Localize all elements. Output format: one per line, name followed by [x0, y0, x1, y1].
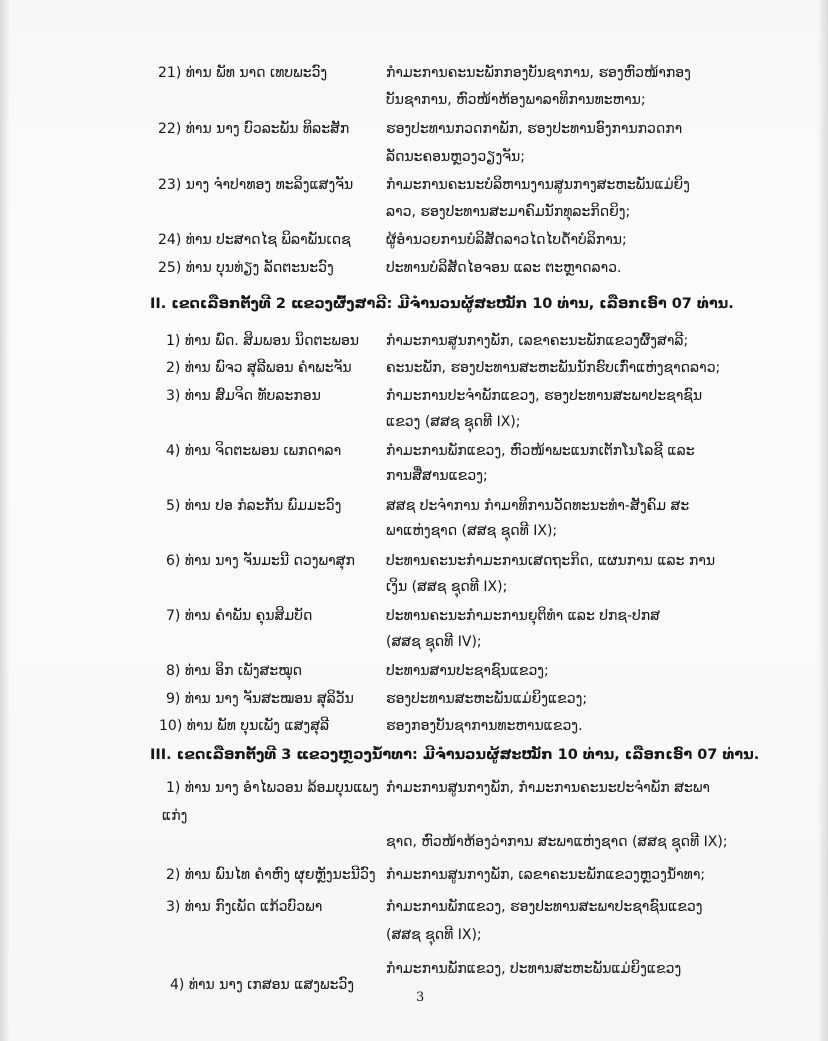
item-desc: ລັດນະຄອນຫຼວງວຽງຈັນ; [386, 149, 525, 165]
item-name: 10) ທ່ານ ພັທ ບຸນເພັງ ແສງສຸລີ [159, 718, 330, 734]
item-desc: ກຳມະການສູນກາງພັກ, ເລຂາຄະນະພັກແຂວງຜົ້ງສາລີ; [386, 333, 689, 349]
item-desc: (ສສຊ ຊຸດທີ IV); [386, 634, 482, 650]
item-desc: ຮອງປະທານກວດກາພັກ, ຮອງປະທານອົງການກວດກາ [386, 121, 683, 137]
item-name: 8) ທ່ານ ອິກ ເພັງສະໝຸດ [166, 663, 302, 679]
item-name: ແກ່ງ [162, 808, 188, 824]
item-desc: ປະທານສານປະຊາຊົນແຂວງ; [386, 663, 549, 679]
item-name: 23) ນາງ ຈໍາປາທອງ ທະລິງແສງຈັນ [158, 177, 354, 193]
item-desc: ຜູ້ອຳນວຍການບໍລິສັດລາວໄດໄບດ້ຳບໍລິການ; [386, 232, 627, 248]
item-desc: ບັນຊາການ, ຫົວໜ້າຫ້ອງພາລາທິການທະຫານ; [386, 92, 646, 108]
item-name: 3) ທ່ານ ກົງເພັດ ແກ້ວບົວພາ [166, 899, 323, 915]
item-desc: ປະທານບໍລິສັດໄອຈອນ ແລະ ຕະຫຼາດລາວ. [386, 260, 622, 276]
section-heading: III. ເຂດເລືອກຕັ້ງທີ 3 ແຂວງຫຼວງນໍ້າທາ: ມີຈໍານວນຜູ້ສະໝັກ 10 ທ່ານ, ເລືອກເອົາ 07 ທ່ານ. [150, 747, 760, 763]
section-heading: II. ເຂດເລືອກຕັ້ງທີ 2 ແຂວງຜົ້ງສາລີ: ມີຈໍານວນຜູ້ສະໝັກ 10 ທ່ານ, ເລືອກເອົາ 07 ທ່ານ. [150, 296, 734, 312]
item-desc: ກຳມະການສູນກາງພັກ, ກຳມະການຄະນະປະຈໍາພັກ ສະພາ [386, 780, 710, 796]
item-desc: ກຳມະການຄະນະບໍລິຫານງານສູນກາງສະຫະພັນແມ່ຍິງ [386, 177, 690, 193]
item-name: 21) ທ່ານ ພັທ ນາດ ເທບພະວົງ [158, 65, 328, 81]
item-name: 9) ທ່ານ ນາງ ຈັນສະໝອນ ສຸລິວັນ [166, 691, 354, 707]
item-desc: ແຂວງ (ສສຊ ຊຸດທີ IX); [386, 414, 521, 430]
item-desc: ກຳມະການພັກແຂວງ, ປະທານສະຫະພັນແມ່ຍິງແຂວງ [386, 961, 682, 977]
item-desc: ຄະນະພັກ, ຮອງປະທານສະຫະພັນນັກຮົບເກົ່າແຫ່ງຊາດລາວ; [386, 360, 721, 376]
item-name: 25) ທ່ານ ບຸນທ່ຽງ ລັດຕະນະວົງ [158, 260, 334, 276]
item-name: 7) ທ່ານ ຄໍາພັນ ຄຸນສິມບັດ [166, 608, 313, 624]
item-desc: ສສຊ ປະຈໍາການ ກຳມາທິການວັດທະນະທໍາ-ສັງຄົມ ສະ [386, 498, 690, 514]
item-desc: ຮອງປະທານສະຫະພັນແມ່ຍິງແຂວງ; [386, 691, 588, 707]
page-number: 3 [416, 990, 425, 1005]
item-desc: ປະທານຄະນະກຳມະການຍຸຕິທຳ ແລະ ປກຊ-ປກສ [386, 608, 660, 624]
item-desc: ເງິນ (ສສຊ ຊຸດທີ IX); [386, 579, 508, 595]
item-name: 1) ທ່ານ ພົດ. ສິມພອນ ນິດຕະພອນ [166, 333, 360, 349]
item-desc: ກຳມະການຄະນະພັກກອງບັນຊາການ, ຮອງຫົວໜ້າກອງ [386, 65, 691, 81]
item-name: 2) ທ່ານ ພົຈວ ສຸລີພອນ ຄໍາພະຈັນ [166, 360, 352, 376]
item-name: 22) ທ່ານ ນາງ ບົວລະພັນ ທິລະສັກ [158, 121, 350, 137]
item-name: 5) ທ່ານ ປອ ກໍລະກັນ ພົມມະວົງ [166, 498, 342, 514]
item-name: 1) ທ່ານ ນາງ ອໍາໄພວອນ ລ້ອມບຸນແພງ [166, 780, 379, 796]
item-name: 2) ທ່ານ ພົນໄທ ຄໍາຫົງ ຜຸຍຫຼັງນະນີວົງ [166, 867, 376, 883]
item-name: 3) ທ່ານ ສົມຈິດ ທັບລະກອນ [166, 388, 321, 404]
page-shadow-right [818, 0, 828, 1041]
item-name: 6) ທ່ານ ນາງ ຈັນມະນີ ດວງພາສຸກ [166, 553, 355, 569]
item-desc: ພາແຫ່ງຊາດ (ສສຊ ຊຸດທີ IX); [386, 523, 558, 539]
item-desc: ກຳມະການພັກແຂວງ, ຮອງປະທານສະພາປະຊາຊົນແຂວງ [386, 899, 703, 915]
item-name: 4) ທ່ານ ນາງ ເກສອນ ແສງພະວົງ [170, 977, 355, 993]
item-desc: ກຳມະການສູນກາງພັກ, ເລຂາຄະນະພັກແຂວງຫຼວງນໍ້າທາ; [386, 867, 706, 883]
page-shadow-left [0, 0, 10, 1041]
item-desc: ການສື່ສານແຂວງ; [386, 468, 488, 484]
item-desc: ປະທານຄະນະກຳມະການເສດຖະກິດ, ແຜນການ ແລະ ການ [386, 553, 716, 569]
item-desc: ຊາດ, ຫົວໜ້າຫ້ອງວ່າການ ສະພາແຫ່ງຊາດ (ສສຊ ຊຸດທີ IX); [386, 834, 728, 850]
item-desc: ຮອງກອງບັນຊາການທະຫານແຂວງ. [386, 718, 583, 734]
item-desc: (ສສຊ ຊຸດທີ IX); [386, 927, 482, 943]
item-desc: ກຳມະການປະຈໍາພັກແຂວງ, ຮອງປະທານສະພາປະຊາຊົນ [386, 388, 703, 404]
item-name: 24) ທ່ານ ປະສາດໄຊ ພິລາພັນເດຊ [158, 232, 351, 248]
item-name: 4) ທ່ານ ຈິດຕະພອນ ເພກດາລາ [166, 443, 342, 459]
item-desc: ລາວ, ຮອງປະທານສະມາຄົມນັກທຸລະກິດຍິງ; [386, 204, 631, 220]
item-desc: ກຳມະການພັກແຂວງ, ຫົວໜ້າພະແນກເຕັກໂນໂລຊີ ແລະ [386, 443, 695, 459]
